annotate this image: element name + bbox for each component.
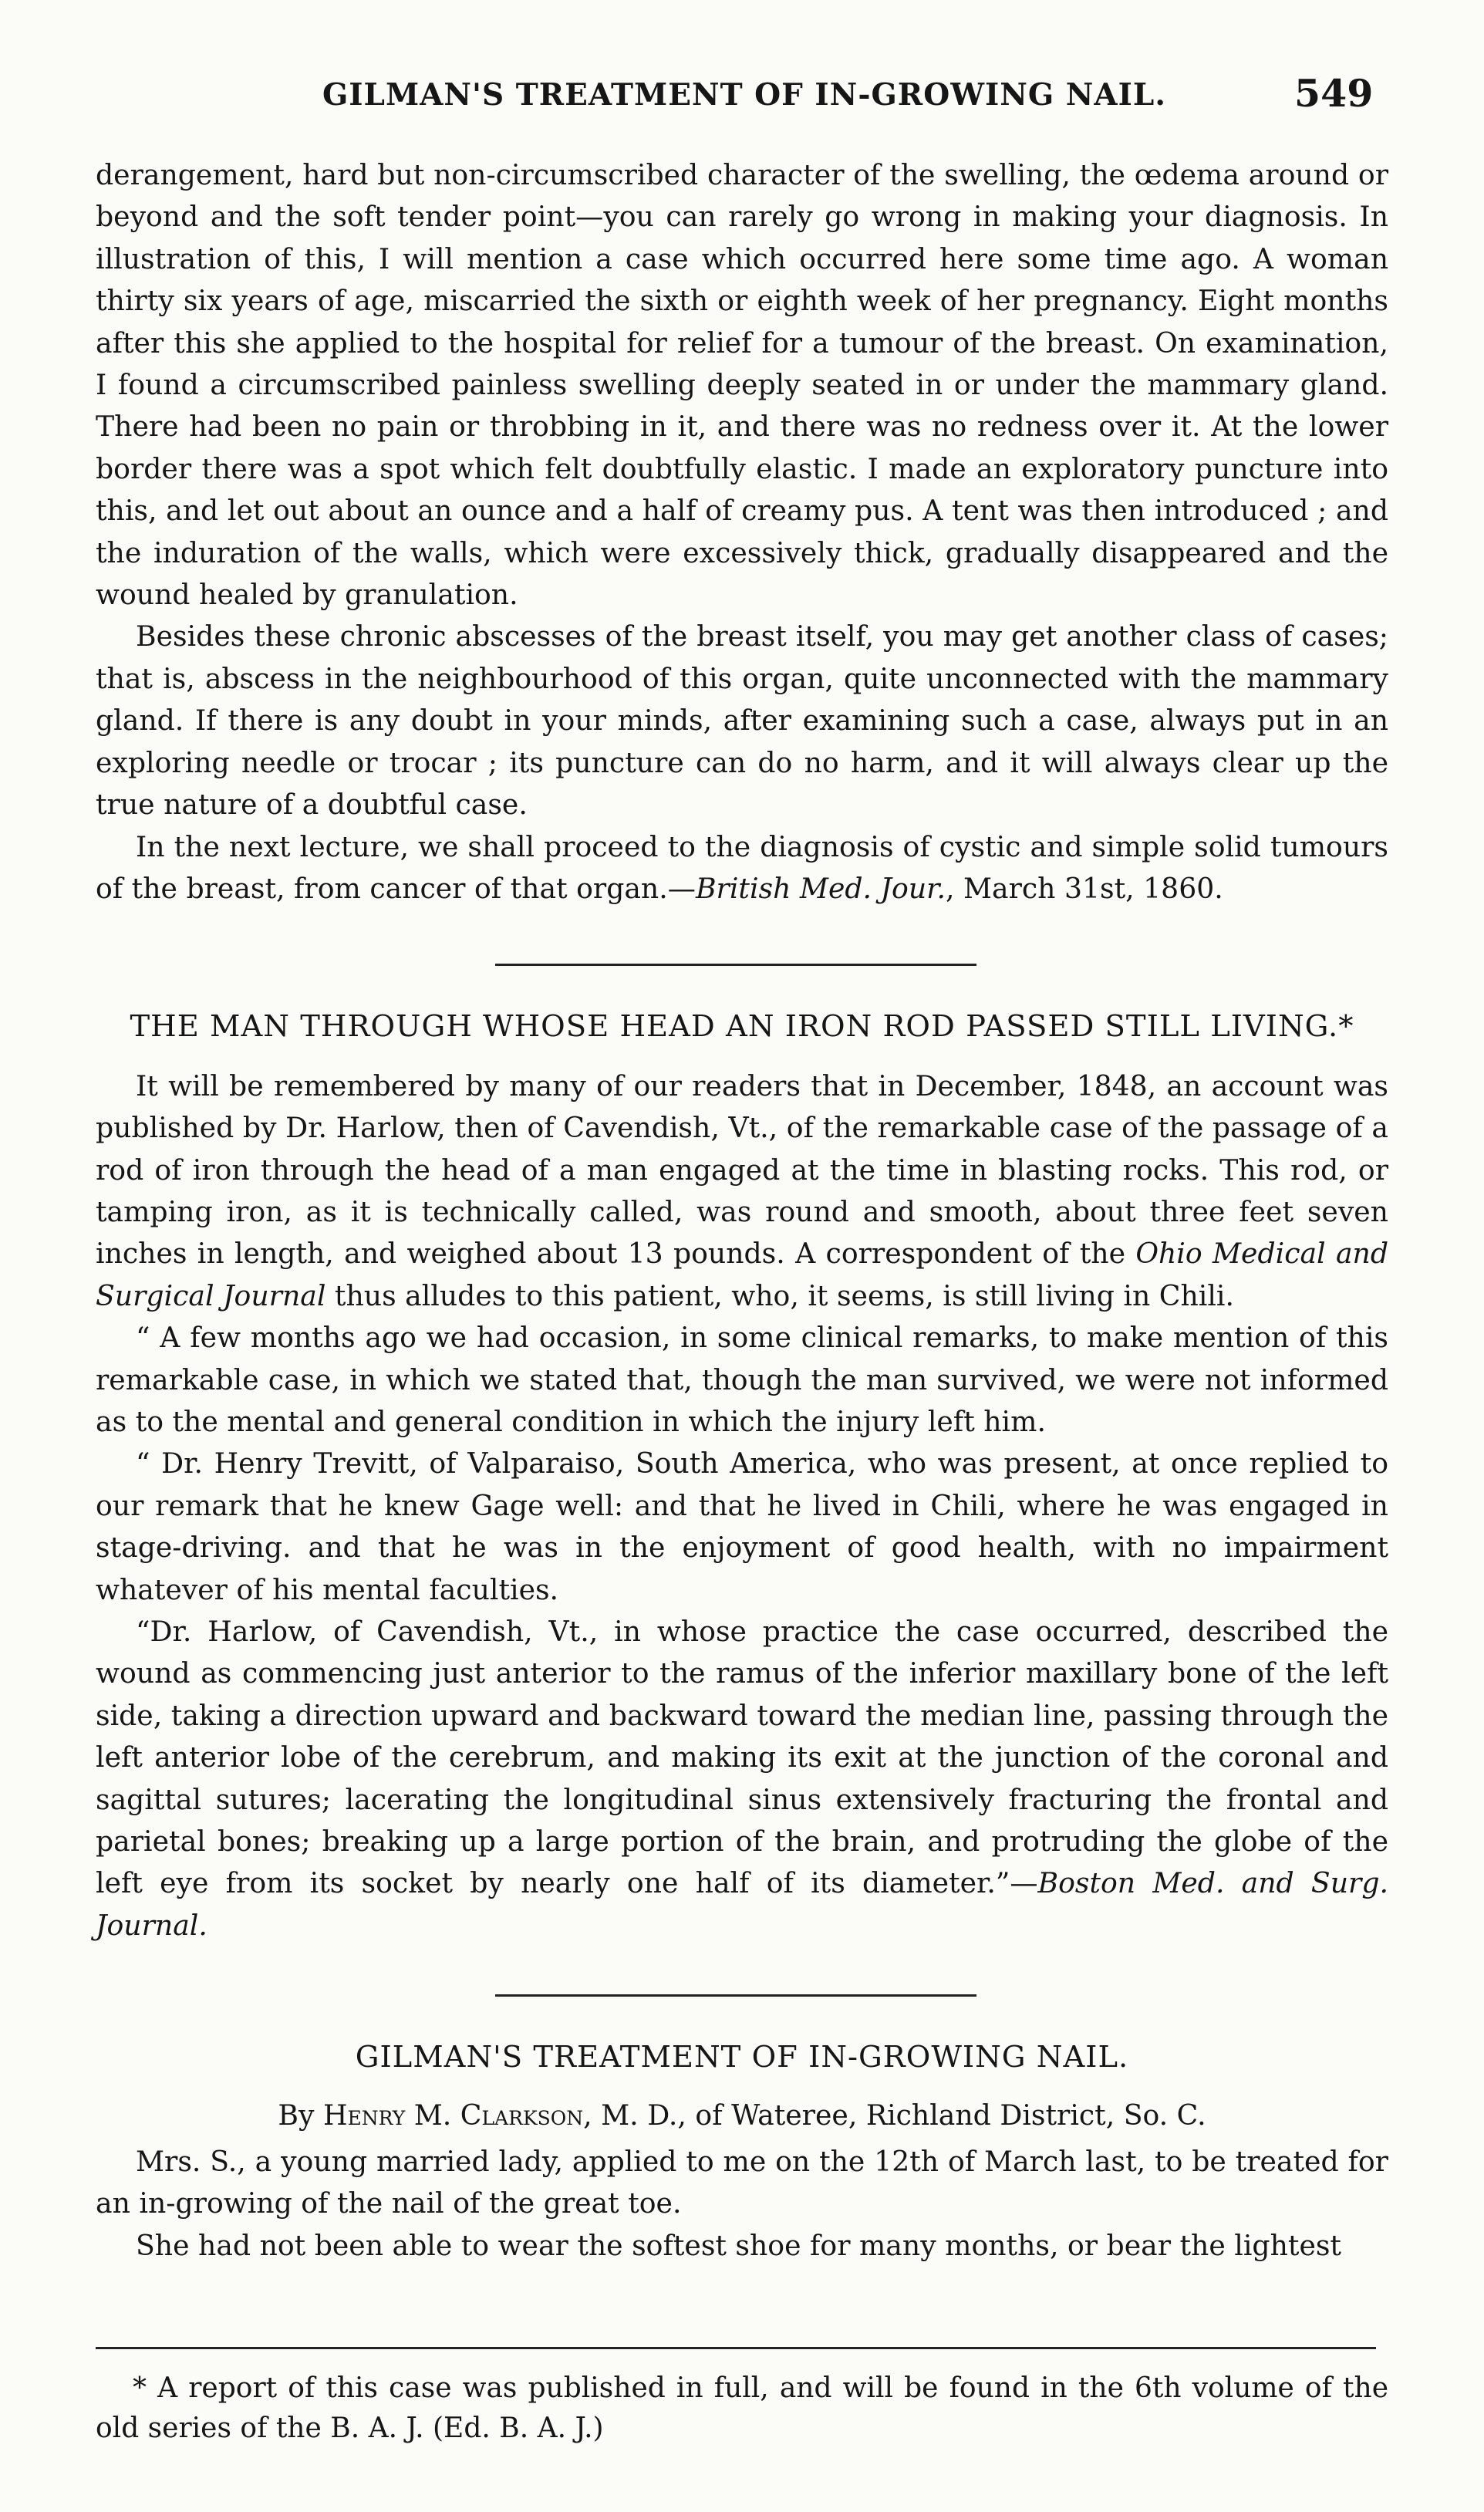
source-citation: Boston Med. and Surg. Journal. (96, 1866, 1388, 1942)
journal-name: Ohio Medical and Surgical Journal (96, 1237, 1388, 1312)
iron-rod-article (96, 1006, 1388, 1946)
paragraph: “ A few months ago we had occasion, in some clinical remarks, to make mention of this remarkable case, in which we stated that, though the man survived, we were not informed as to the mental and general condition in which the injury left him. (96, 1321, 1388, 1438)
section-title: GILMAN'S TREATMENT OF IN-GROWING NAIL. (355, 2040, 1129, 2075)
source-citation: British Med. Jour. (695, 871, 946, 905)
footnote-text: * A report of this case was published in full, and will be found in the 6th volume of the old series of the B. A. J. (Ed. B. A. J.) (96, 2372, 1388, 2444)
citation-date: , March 31st, 1860. (945, 871, 1223, 905)
page-number: 549 (1294, 71, 1374, 116)
running-head (0, 71, 1484, 125)
paragraph-text: “Dr. Harlow, of Cavendish, Vt., in whose practice the case occurred, described the wound as commencing just anterior to the ramus of the inferior maxillary bone of the left side, taking a direction upward and backward toward the median line, passing through the left anterior lobe of the cerebrum, and making its exit at the junction of the coronal and sagittal sutures; lacerating the longitudinal sinus extensively fracturing the frontal and parietal bones; breaking up a large portion of the brain, and protruding the globe of the left eye from its socket by nearly one half of its diameter.”— (96, 1615, 1388, 1900)
lecture-continuation (96, 154, 1388, 910)
footnote-rule (96, 2347, 1376, 2349)
paragraph (96, 1611, 1388, 1946)
paragraph-text: In the next lecture, we shall proceed to the diagnosis of cystic and simple solid tumours of the breast, from cancer of that organ.— (96, 829, 1388, 905)
paragraph: Besides these chronic abscesses of the breast itself, you may get another class of cases; that is, abscess in the neighbourhood of this organ, quite unconnected with the mammary gland. If there is any doubt in your minds, after examining such a case, always put in an exploring needle or trocar ; its puncture can do no harm, and it will always clear up the true nature of a doubtful case. (96, 620, 1388, 822)
paragraph: “ Dr. Henry Trevitt, of Valparaiso, South America, who was present, at once replied to our remark that he knew Gage well: and that he lived in Chili, where he was engaged in stage-driving. and that he was in the enjoyment of good health, with no impairment whatever of his mental faculties. (96, 1447, 1388, 1606)
paragraph: derangement, hard but non-circumscribed character of the swelling, the œdema around or beyond and the soft tender point—you can rarely go wrong in making your diagnosis. In illustration of this, I will mention a case which occurred here some time ago. A woman thirty six years of age, miscarried the sixth or eighth week of her pregnancy. Eight months after this she applied to the hospital for relief for a tumour of the breast. On examination, I found a circumscribed painless swelling deeply seated in or under the mammary gland. There had been no pain or throbbing in it, and there was no redness over it. At the lower border there was a spot which felt doubtfully elastic. I made an exploratory puncture into this, and let out about an ounce and a half of creamy pus. A tent was then introduced ; and the induration of the walls, which were excessively thick, gradually disappeared and the wound healed by granulation. (96, 158, 1388, 612)
paragraph-text: It will be remembered by many of our readers that in December, 1848, an account was published by Dr. Harlow, then of Cavendish, Vt., of the remarkable case of the passage of a rod of iron through the head of a man engaged at the time in blasting rocks. This rod, or tamping iron, as it is technically called, was round and smooth, about three feet seven inches in length, and weighed about 13 pounds. A correspondent of the (96, 1069, 1388, 1271)
paragraph: Mrs. S., a young married lady, applied to me on the 12th of March last, to be treated for an in-growing of the nail of the great toe. (96, 2145, 1388, 2220)
paragraph (96, 826, 1388, 910)
paragraph (96, 1065, 1388, 1317)
running-head-title: GILMAN'S TREATMENT OF IN-GROWING NAIL. (322, 77, 1166, 113)
ingrowing-nail-article (96, 2037, 1388, 2267)
author-affiliation: , M. D., of Wateree, Richland District, So. C. (583, 2098, 1206, 2132)
paragraph: She had not been able to wear the softest shoe for many months, or bear the lightest (136, 2228, 1341, 2262)
author-byline (96, 2095, 1388, 2136)
byline-by: By (278, 2098, 323, 2132)
author-name: Henry M. Clarkson (322, 2098, 584, 2132)
section-title: THE MAN THROUGH WHOSE HEAD AN IRON ROD PASSED STILL LIVING.* (130, 1009, 1354, 1045)
paragraph-text: thus alludes to this patient, who, it seems, is still living in Chili. (325, 1278, 1234, 1312)
article-body (96, 154, 1388, 2267)
footnote (96, 2369, 1388, 2449)
